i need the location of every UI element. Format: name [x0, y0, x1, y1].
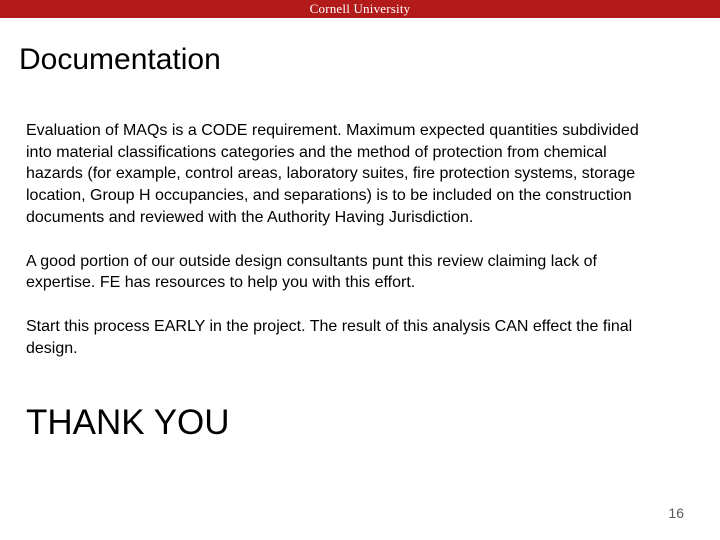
paragraph-evaluation: Evaluation of MAQs is a CODE requirement. Maximum expected quantities subdivided into material classifications categories and the method of protection from chemical hazards (for example, control areas, laboratory suites, fire protection systems, storage location, Group H occupancies, and separations) is to be included on the construction documents and reviewed with the Authority Having Jurisdiction. [26, 122, 639, 226]
header-bar [0, 0, 720, 18]
slide-body [26, 120, 646, 381]
page-title: Documentation [19, 43, 221, 76]
closing-text: THANK YOU [26, 403, 230, 442]
page-number: 16 [668, 505, 684, 521]
paragraph-consultants: A good portion of our outside design consultants punt this review claiming lack of expertise. FE has resources to help you with this effort. [26, 252, 597, 292]
paragraph-start-early: Start this process EARLY in the project. The result of this analysis CAN effect the final design. [26, 317, 633, 357]
brand-logo: Cornell University [309, 1, 411, 16]
